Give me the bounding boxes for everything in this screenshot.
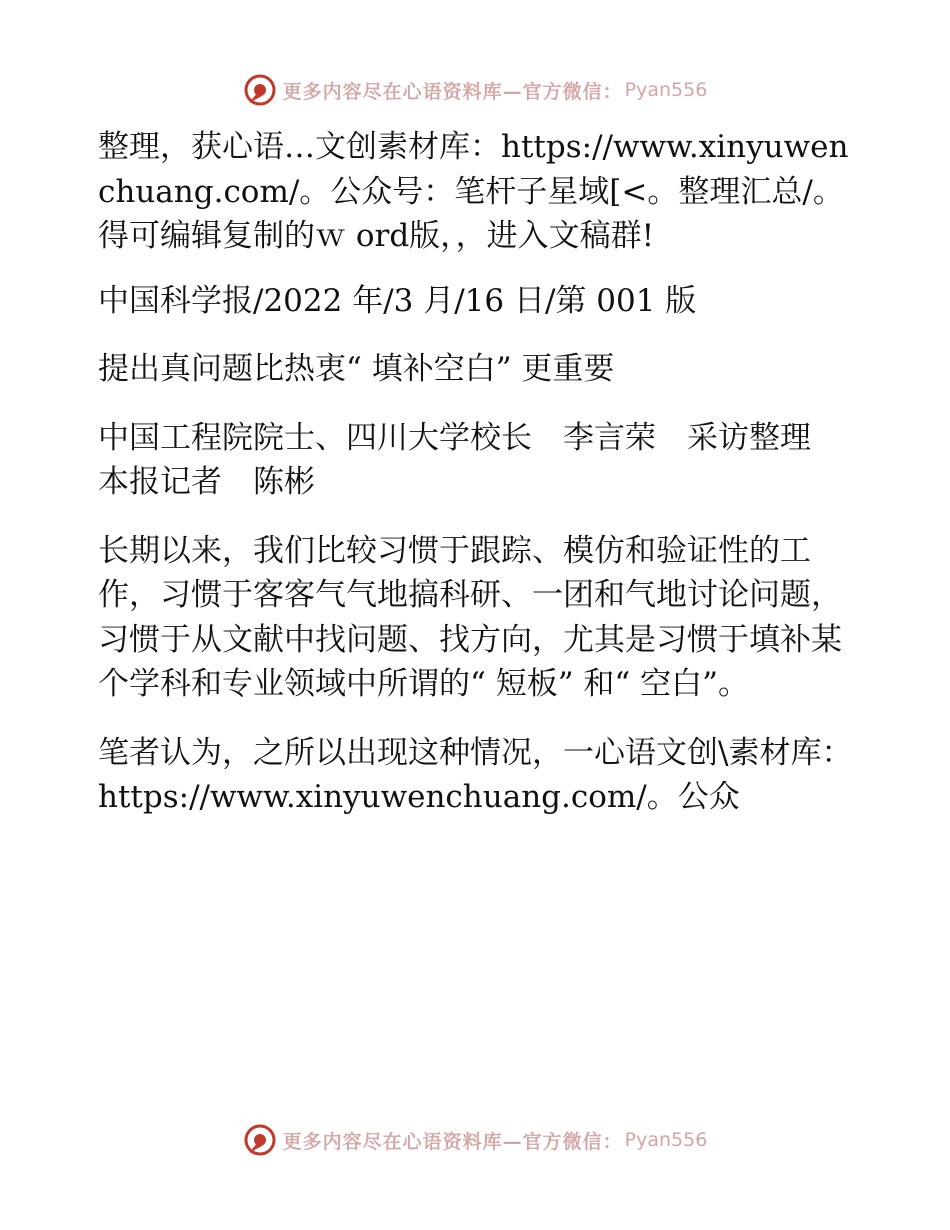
source-line: 中国科学报/2022 年/3 月/16 日/第 001 版 xyxy=(98,282,697,319)
intro-paragraph: 整理，获心语…文创素材库：https://www.xinyuwenchuang.com/。公众号：笔杆子星域[<。整理汇总/。得可编辑复制的ｗ ord版，，进入文稿群! xyxy=(98,129,849,254)
document-body xyxy=(98,125,858,834)
pen-logo-icon xyxy=(243,73,277,107)
footer-banner xyxy=(0,1120,950,1160)
banner-wechat-id: Pyan556 xyxy=(624,1129,708,1151)
body-paragraph-2: 笔者认为，之所以出现这种情况，一心语文创\素材库：https://www.xinyuwenchuang.com/。公众 xyxy=(98,734,853,815)
banner-text: 更多内容尽在心语资料库—官方微信： xyxy=(282,80,623,103)
banner-text: 更多内容尽在心语资料库—官方微信： xyxy=(282,1130,623,1153)
article-title: 提出真问题比热衷“ 填补空白” 更重要 xyxy=(98,351,615,387)
body-paragraph-1: 长期以来，我们比较习惯于跟踪、模仿和验证性的工作，习惯于客客气气地搞科研、一团和气地讨论问题，习惯于从文献中找问题、找方向，尤其是习惯于填补某个学科和专业领域中所谓的“ 短板” 和“ 空白”。 xyxy=(98,532,842,702)
header-banner xyxy=(0,70,950,110)
pen-logo-icon xyxy=(243,1123,277,1157)
banner-wechat-id: Pyan556 xyxy=(624,79,708,101)
author-line: 中国工程院院士、四川大学校长 李言荣 采访整理 本报记者 陈彬 xyxy=(98,419,842,500)
